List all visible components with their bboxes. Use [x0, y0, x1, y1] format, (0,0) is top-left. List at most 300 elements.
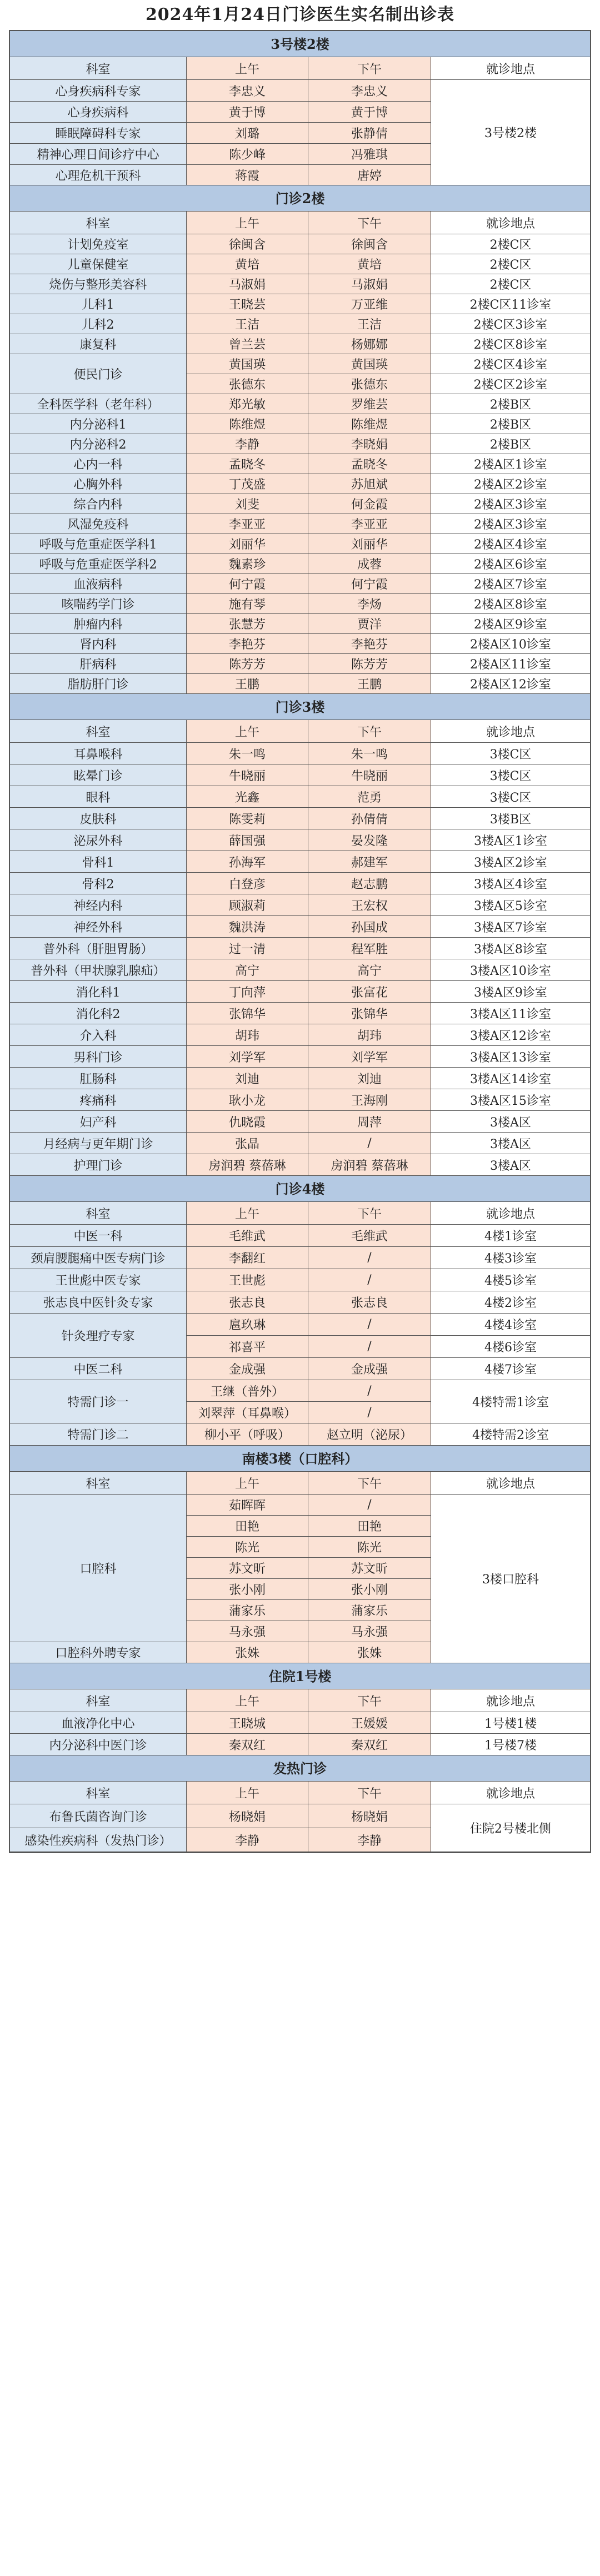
dept-cell: 护理门诊 — [10, 1154, 187, 1176]
dept-cell: 眼科 — [10, 786, 187, 808]
column-header-location: 就诊地点 — [431, 1782, 590, 1804]
am-doctor-cell: 李静 — [187, 434, 308, 454]
location-cell: 1号楼1楼 — [431, 1712, 590, 1734]
location-cell: 2楼A区3诊室 — [431, 514, 590, 534]
am-doctor-cell: 徐闽含 — [187, 234, 308, 254]
am-doctor-cell: 郑光敏 — [187, 394, 308, 414]
am-doctor-cell: 刘迪 — [187, 1068, 308, 1089]
am-doctor-cell: 张德东 — [187, 374, 308, 394]
am-doctor-cell: 柳小平（呼吸） — [187, 1423, 308, 1446]
dept-cell: 内分泌科2 — [10, 434, 187, 454]
am-doctor-cell: 王洁 — [187, 314, 308, 334]
location-cell: 2楼C区2诊室 — [431, 374, 590, 394]
am-doctor-cell: 施有琴 — [187, 594, 308, 614]
location-cell: 3楼B区 — [431, 808, 590, 829]
am-doctor-cell: 李翻红 — [187, 1247, 308, 1269]
pm-doctor-cell: 刘学军 — [308, 1046, 431, 1068]
column-header-am: 上午 — [187, 1472, 308, 1495]
location-cell: 3号楼2楼 — [431, 80, 590, 185]
dept-cell: 康复科 — [10, 334, 187, 354]
pm-doctor-cell: 苏文昕 — [308, 1558, 431, 1579]
pm-doctor-cell: 成蓉 — [308, 554, 431, 574]
dept-cell: 肛肠科 — [10, 1068, 187, 1089]
section-grid — [10, 57, 590, 185]
am-doctor-cell: 孙海军 — [187, 851, 308, 873]
column-header-dept: 科室 — [10, 1689, 187, 1712]
pm-doctor-cell: 贾洋 — [308, 614, 431, 634]
dept-cell: 内分泌科中医门诊 — [10, 1734, 187, 1755]
location-cell: 2楼A区6诊室 — [431, 554, 590, 574]
am-doctor-cell: 丁向萍 — [187, 981, 308, 1003]
dept-cell: 中医一科 — [10, 1225, 187, 1247]
location-cell: 2楼A区2诊室 — [431, 474, 590, 494]
dept-cell: 中医二科 — [10, 1358, 187, 1380]
dept-cell: 口腔科外聘专家 — [10, 1642, 187, 1663]
location-cell: 2楼C区 — [431, 274, 590, 294]
pm-doctor-cell: 牛晓丽 — [308, 764, 431, 786]
column-header-am: 上午 — [187, 212, 308, 234]
dept-cell: 介入科 — [10, 1024, 187, 1046]
am-doctor-cell: 顾淑莉 — [187, 894, 308, 916]
location-cell: 3楼C区 — [431, 743, 590, 764]
location-cell: 2楼B区 — [431, 394, 590, 414]
location-cell: 2楼A区7诊室 — [431, 574, 590, 594]
pm-doctor-cell: 赵立明（泌尿） — [308, 1423, 431, 1446]
location-cell: 3楼A区 — [431, 1154, 590, 1176]
am-doctor-cell: 张小刚 — [187, 1579, 308, 1600]
location-cell: 3楼A区 — [431, 1133, 590, 1154]
dept-cell: 肾内科 — [10, 634, 187, 654]
am-doctor-cell: 房润碧 蔡蓓琳 — [187, 1154, 308, 1176]
am-doctor-cell: 金成强 — [187, 1358, 308, 1380]
column-header-am: 上午 — [187, 1689, 308, 1712]
pm-doctor-cell: 张志良 — [308, 1291, 431, 1314]
pm-doctor-cell: / — [308, 1314, 431, 1336]
dept-cell: 肿瘤内科 — [10, 614, 187, 634]
pm-doctor-cell: 王海刚 — [308, 1089, 431, 1111]
pm-doctor-cell: 田艳 — [308, 1516, 431, 1537]
location-cell: 4楼6诊室 — [431, 1336, 590, 1358]
am-doctor-cell: 田艳 — [187, 1516, 308, 1537]
am-doctor-cell: 王世彪 — [187, 1269, 308, 1291]
column-header-dept: 科室 — [10, 212, 187, 234]
column-header-pm: 下午 — [308, 1689, 431, 1712]
dept-cell: 张志良中医针灸专家 — [10, 1291, 187, 1314]
dept-cell: 妇产科 — [10, 1111, 187, 1133]
location-cell: 2楼C区11诊室 — [431, 294, 590, 314]
dept-cell: 神经外科 — [10, 916, 187, 938]
column-header-location: 就诊地点 — [431, 1689, 590, 1712]
am-doctor-cell: 陈维煜 — [187, 414, 308, 434]
dept-cell: 风湿免疫科 — [10, 514, 187, 534]
column-header-location: 就诊地点 — [431, 212, 590, 234]
pm-doctor-cell: / — [308, 1133, 431, 1154]
pm-doctor-cell: 胡玮 — [308, 1024, 431, 1046]
dept-cell: 普外科（甲状腺乳腺疝） — [10, 959, 187, 981]
column-header-pm: 下午 — [308, 212, 431, 234]
dept-cell: 呼吸与危重症医学科1 — [10, 534, 187, 554]
am-doctor-cell: 蒋霞 — [187, 165, 308, 185]
am-doctor-cell: 牛晓丽 — [187, 764, 308, 786]
pm-doctor-cell: 孟晓冬 — [308, 454, 431, 474]
pm-doctor-cell: 刘迪 — [308, 1068, 431, 1089]
location-cell: 4楼7诊室 — [431, 1358, 590, 1380]
dept-cell: 神经内科 — [10, 894, 187, 916]
pm-doctor-cell: / — [308, 1269, 431, 1291]
am-doctor-cell: 刘璐 — [187, 123, 308, 144]
pm-doctor-cell: 杨晓娟 — [308, 1804, 431, 1828]
location-cell: 3楼A区8诊室 — [431, 938, 590, 959]
location-cell: 3楼A区11诊室 — [431, 1003, 590, 1024]
pm-doctor-cell: 赵志鹏 — [308, 873, 431, 894]
pm-doctor-cell: 李晓娟 — [308, 434, 431, 454]
am-doctor-cell: 李亚亚 — [187, 514, 308, 534]
dept-cell: 心理危机干预科 — [10, 165, 187, 185]
am-doctor-cell: 曾兰芸 — [187, 334, 308, 354]
dept-cell: 肝病科 — [10, 654, 187, 674]
location-cell: 2楼A区3诊室 — [431, 494, 590, 514]
dept-cell: 心胸外科 — [10, 474, 187, 494]
dept-cell: 烧伤与整形美容科 — [10, 274, 187, 294]
location-cell: 3楼A区 — [431, 1111, 590, 1133]
am-doctor-cell: 白登彦 — [187, 873, 308, 894]
dept-cell: 咳喘药学门诊 — [10, 594, 187, 614]
page-title: 2024年1月24日门诊医生实名制出诊表 — [145, 5, 455, 24]
column-header-pm: 下午 — [308, 1472, 431, 1495]
am-doctor-cell: 陈光 — [187, 1537, 308, 1558]
column-header-am: 上午 — [187, 720, 308, 743]
am-doctor-cell: 丁茂盛 — [187, 474, 308, 494]
pm-doctor-cell: 陈光 — [308, 1537, 431, 1558]
dept-cell: 脂肪肝门诊 — [10, 674, 187, 694]
am-doctor-cell: 毛维武 — [187, 1225, 308, 1247]
dept-cell: 计划免疫室 — [10, 234, 187, 254]
section-header: 门诊2楼 — [10, 185, 590, 212]
am-doctor-cell: 茹晖晖 — [187, 1495, 308, 1516]
pm-doctor-cell: 罗维芸 — [308, 394, 431, 414]
pm-doctor-cell: / — [308, 1247, 431, 1269]
am-doctor-cell: 李忠义 — [187, 80, 308, 102]
am-doctor-cell: 蒲家乐 — [187, 1600, 308, 1621]
am-doctor-cell: 马淑娟 — [187, 274, 308, 294]
pm-doctor-cell: 马永强 — [308, 1621, 431, 1642]
dept-cell: 耳鼻喉科 — [10, 743, 187, 764]
location-cell: 3楼A区15诊室 — [431, 1089, 590, 1111]
pm-doctor-cell: 李静 — [308, 1828, 431, 1852]
column-header-location: 就诊地点 — [431, 1472, 590, 1495]
am-doctor-cell: 王晓芸 — [187, 294, 308, 314]
section-grid — [10, 1472, 590, 1663]
pm-doctor-cell: 朱一鸣 — [308, 743, 431, 764]
column-header-am: 上午 — [187, 1202, 308, 1225]
location-cell: 4楼特需2诊室 — [431, 1423, 590, 1446]
section-header: 住院1号楼 — [10, 1663, 590, 1689]
pm-doctor-cell: / — [308, 1495, 431, 1516]
dept-cell: 便民门诊 — [10, 354, 187, 394]
location-cell: 2楼A区10诊室 — [431, 634, 590, 654]
location-cell: 3楼A区12诊室 — [431, 1024, 590, 1046]
location-cell: 3楼A区14诊室 — [431, 1068, 590, 1089]
pm-doctor-cell: 陈芳芳 — [308, 654, 431, 674]
am-doctor-cell: 李静 — [187, 1828, 308, 1852]
am-doctor-cell: 李艳芬 — [187, 634, 308, 654]
location-cell: 2楼A区1诊室 — [431, 454, 590, 474]
pm-doctor-cell: 郝建军 — [308, 851, 431, 873]
dept-cell: 睡眠障碍科专家 — [10, 123, 187, 144]
dept-cell: 内分泌科1 — [10, 414, 187, 434]
dept-cell: 消化科1 — [10, 981, 187, 1003]
section-header: 发热门诊 — [10, 1755, 590, 1782]
location-cell: 住院2号楼北侧 — [431, 1804, 590, 1852]
location-cell: 3楼A区4诊室 — [431, 873, 590, 894]
pm-doctor-cell: 李艳芬 — [308, 634, 431, 654]
dept-cell: 疼痛科 — [10, 1089, 187, 1111]
am-doctor-cell: 王继（普外） — [187, 1380, 308, 1402]
dept-cell: 针灸理疗专家 — [10, 1314, 187, 1358]
location-cell: 3楼A区10诊室 — [431, 959, 590, 981]
pm-doctor-cell: 金成强 — [308, 1358, 431, 1380]
column-header-location: 就诊地点 — [431, 1202, 590, 1225]
dept-cell: 心身疾病科专家 — [10, 80, 187, 102]
location-cell: 3楼口腔科 — [431, 1495, 590, 1663]
dept-cell: 骨科2 — [10, 873, 187, 894]
location-cell: 3楼C区 — [431, 786, 590, 808]
am-doctor-cell: 陈少峰 — [187, 144, 308, 165]
location-cell: 3楼A区1诊室 — [431, 829, 590, 851]
location-cell: 3楼A区9诊室 — [431, 981, 590, 1003]
column-header-location: 就诊地点 — [431, 720, 590, 743]
pm-doctor-cell: 张小刚 — [308, 1579, 431, 1600]
dept-cell: 精神心理日间诊疗中心 — [10, 144, 187, 165]
am-doctor-cell: 张锦华 — [187, 1003, 308, 1024]
dept-cell: 综合内科 — [10, 494, 187, 514]
location-cell: 2楼A区11诊室 — [431, 654, 590, 674]
pm-doctor-cell: 黄培 — [308, 254, 431, 274]
column-header-pm: 下午 — [308, 57, 431, 80]
section-grid — [10, 1202, 590, 1446]
pm-doctor-cell: 陈维煜 — [308, 414, 431, 434]
section-grid — [10, 720, 590, 1176]
pm-doctor-cell: 晏发隆 — [308, 829, 431, 851]
location-cell: 4楼5诊室 — [431, 1269, 590, 1291]
location-cell: 2楼C区8诊室 — [431, 334, 590, 354]
pm-doctor-cell: / — [308, 1336, 431, 1358]
dept-cell: 心身疾病科 — [10, 102, 187, 123]
location-cell: 3楼C区 — [431, 764, 590, 786]
column-header-dept: 科室 — [10, 57, 187, 80]
pm-doctor-cell: 李炀 — [308, 594, 431, 614]
dept-cell: 月经病与更年期门诊 — [10, 1133, 187, 1154]
am-doctor-cell: 黄培 — [187, 254, 308, 274]
am-doctor-cell: 张志良 — [187, 1291, 308, 1314]
pm-doctor-cell: 王洁 — [308, 314, 431, 334]
location-cell: 4楼2诊室 — [431, 1291, 590, 1314]
dept-cell: 血液净化中心 — [10, 1712, 187, 1734]
location-cell: 3楼A区7诊室 — [431, 916, 590, 938]
am-doctor-cell: 黄于博 — [187, 102, 308, 123]
am-doctor-cell: 陈芳芳 — [187, 654, 308, 674]
dept-cell: 特需门诊一 — [10, 1380, 187, 1423]
am-doctor-cell: 高宁 — [187, 959, 308, 981]
location-cell: 2楼C区 — [431, 254, 590, 274]
pm-doctor-cell: 刘丽华 — [308, 534, 431, 554]
pm-doctor-cell: 程军胜 — [308, 938, 431, 959]
am-doctor-cell: 刘翠萍（耳鼻喉） — [187, 1402, 308, 1423]
am-doctor-cell: 过一清 — [187, 938, 308, 959]
pm-doctor-cell: 王媛媛 — [308, 1712, 431, 1734]
pm-doctor-cell: 毛维武 — [308, 1225, 431, 1247]
dept-cell: 眩晕门诊 — [10, 764, 187, 786]
dept-cell: 血液病科 — [10, 574, 187, 594]
column-header-location: 就诊地点 — [431, 57, 590, 80]
pm-doctor-cell: 范勇 — [308, 786, 431, 808]
pm-doctor-cell: 冯雅琪 — [308, 144, 431, 165]
am-doctor-cell: 何宁霞 — [187, 574, 308, 594]
am-doctor-cell: 马永强 — [187, 1621, 308, 1642]
column-header-pm: 下午 — [308, 1782, 431, 1804]
am-doctor-cell: 刘丽华 — [187, 534, 308, 554]
pm-doctor-cell: 徐闽含 — [308, 234, 431, 254]
pm-doctor-cell: 王宏权 — [308, 894, 431, 916]
pm-doctor-cell: 周萍 — [308, 1111, 431, 1133]
location-cell: 3楼A区5诊室 — [431, 894, 590, 916]
dept-cell: 特需门诊二 — [10, 1423, 187, 1446]
am-doctor-cell: 魏素珍 — [187, 554, 308, 574]
am-doctor-cell: 胡玮 — [187, 1024, 308, 1046]
am-doctor-cell: 张姝 — [187, 1642, 308, 1663]
location-cell: 2楼A区4诊室 — [431, 534, 590, 554]
am-doctor-cell: 张慧芳 — [187, 614, 308, 634]
am-doctor-cell: 杨晓娟 — [187, 1804, 308, 1828]
am-doctor-cell: 扈玖琳 — [187, 1314, 308, 1336]
pm-doctor-cell: 张姝 — [308, 1642, 431, 1663]
location-cell: 2楼A区8诊室 — [431, 594, 590, 614]
column-header-dept: 科室 — [10, 1472, 187, 1495]
location-cell: 4楼4诊室 — [431, 1314, 590, 1336]
column-header-dept: 科室 — [10, 720, 187, 743]
pm-doctor-cell: / — [308, 1380, 431, 1402]
pm-doctor-cell: 孙国成 — [308, 916, 431, 938]
schedule-table — [9, 30, 591, 1853]
location-cell: 2楼A区12诊室 — [431, 674, 590, 694]
pm-doctor-cell: 蒲家乐 — [308, 1600, 431, 1621]
pm-doctor-cell: 唐婷 — [308, 165, 431, 185]
pm-doctor-cell: 马淑娟 — [308, 274, 431, 294]
am-doctor-cell: 孟晓冬 — [187, 454, 308, 474]
dept-cell: 颈肩腰腿痛中医专病门诊 — [10, 1247, 187, 1269]
location-cell: 2楼C区3诊室 — [431, 314, 590, 334]
pm-doctor-cell: 王鹏 — [308, 674, 431, 694]
pm-doctor-cell: 何宁霞 — [308, 574, 431, 594]
pm-doctor-cell: 何金霞 — [308, 494, 431, 514]
column-header-am: 上午 — [187, 1782, 308, 1804]
dept-cell: 儿童保健室 — [10, 254, 187, 274]
dept-cell: 皮肤科 — [10, 808, 187, 829]
location-cell: 3楼A区2诊室 — [431, 851, 590, 873]
dept-cell: 布鲁氏菌咨询门诊 — [10, 1804, 187, 1828]
location-cell: 4楼3诊室 — [431, 1247, 590, 1269]
am-doctor-cell: 魏洪涛 — [187, 916, 308, 938]
dept-cell: 儿科2 — [10, 314, 187, 334]
dept-cell: 感染性疾病科（发热门诊） — [10, 1828, 187, 1852]
location-cell: 4楼1诊室 — [431, 1225, 590, 1247]
location-cell: 2楼C区 — [431, 234, 590, 254]
column-header-dept: 科室 — [10, 1782, 187, 1804]
section-header: 门诊3楼 — [10, 694, 590, 720]
pm-doctor-cell: 李亚亚 — [308, 514, 431, 534]
section-grid — [10, 212, 590, 694]
am-doctor-cell: 秦双红 — [187, 1734, 308, 1755]
pm-doctor-cell: 苏旭斌 — [308, 474, 431, 494]
dept-cell: 王世彪中医专家 — [10, 1269, 187, 1291]
am-doctor-cell: 仇晓霞 — [187, 1111, 308, 1133]
dept-cell: 泌尿外科 — [10, 829, 187, 851]
pm-doctor-cell: / — [308, 1402, 431, 1423]
dept-cell: 儿科1 — [10, 294, 187, 314]
pm-doctor-cell: 高宁 — [308, 959, 431, 981]
section-header: 3号楼2楼 — [10, 31, 590, 57]
pm-doctor-cell: 张德东 — [308, 374, 431, 394]
dept-cell: 全科医学科（老年科） — [10, 394, 187, 414]
column-header-pm: 下午 — [308, 720, 431, 743]
pm-doctor-cell: 万亚维 — [308, 294, 431, 314]
am-doctor-cell: 光鑫 — [187, 786, 308, 808]
location-cell: 1号楼7楼 — [431, 1734, 590, 1755]
dept-cell: 男科门诊 — [10, 1046, 187, 1068]
pm-doctor-cell: 张静倩 — [308, 123, 431, 144]
dept-cell: 口腔科 — [10, 1495, 187, 1642]
am-doctor-cell: 刘学军 — [187, 1046, 308, 1068]
location-cell: 3楼A区13诊室 — [431, 1046, 590, 1068]
column-header-pm: 下午 — [308, 1202, 431, 1225]
am-doctor-cell: 王鹏 — [187, 674, 308, 694]
am-doctor-cell: 薛国强 — [187, 829, 308, 851]
pm-doctor-cell: 杨娜娜 — [308, 334, 431, 354]
am-doctor-cell: 刘斐 — [187, 494, 308, 514]
column-header-am: 上午 — [187, 57, 308, 80]
location-cell: 4楼特需1诊室 — [431, 1380, 590, 1423]
section-grid — [10, 1782, 590, 1852]
am-doctor-cell: 朱一鸣 — [187, 743, 308, 764]
pm-doctor-cell: 张富花 — [308, 981, 431, 1003]
dept-cell: 消化科2 — [10, 1003, 187, 1024]
dept-cell: 呼吸与危重症医学科2 — [10, 554, 187, 574]
pm-doctor-cell: 秦双红 — [308, 1734, 431, 1755]
dept-cell: 骨科1 — [10, 851, 187, 873]
pm-doctor-cell: 李忠义 — [308, 80, 431, 102]
section-header: 门诊4楼 — [10, 1176, 590, 1202]
column-header-dept: 科室 — [10, 1202, 187, 1225]
location-cell: 2楼B区 — [431, 414, 590, 434]
am-doctor-cell: 陈雯莉 — [187, 808, 308, 829]
location-cell: 2楼A区9诊室 — [431, 614, 590, 634]
pm-doctor-cell: 张锦华 — [308, 1003, 431, 1024]
location-cell: 2楼B区 — [431, 434, 590, 454]
pm-doctor-cell: 黄国瑛 — [308, 354, 431, 374]
section-grid — [10, 1689, 590, 1755]
dept-cell: 普外科（肝胆胃肠） — [10, 938, 187, 959]
pm-doctor-cell: 房润碧 蔡蓓琳 — [308, 1154, 431, 1176]
am-doctor-cell: 耿小龙 — [187, 1089, 308, 1111]
am-doctor-cell: 黄国瑛 — [187, 354, 308, 374]
dept-cell: 心内一科 — [10, 454, 187, 474]
pm-doctor-cell: 孙倩倩 — [308, 808, 431, 829]
am-doctor-cell: 祁喜平 — [187, 1336, 308, 1358]
pm-doctor-cell: 黄于博 — [308, 102, 431, 123]
am-doctor-cell: 张晶 — [187, 1133, 308, 1154]
section-header: 南楼3楼（口腔科） — [10, 1446, 590, 1472]
am-doctor-cell: 王晓城 — [187, 1712, 308, 1734]
